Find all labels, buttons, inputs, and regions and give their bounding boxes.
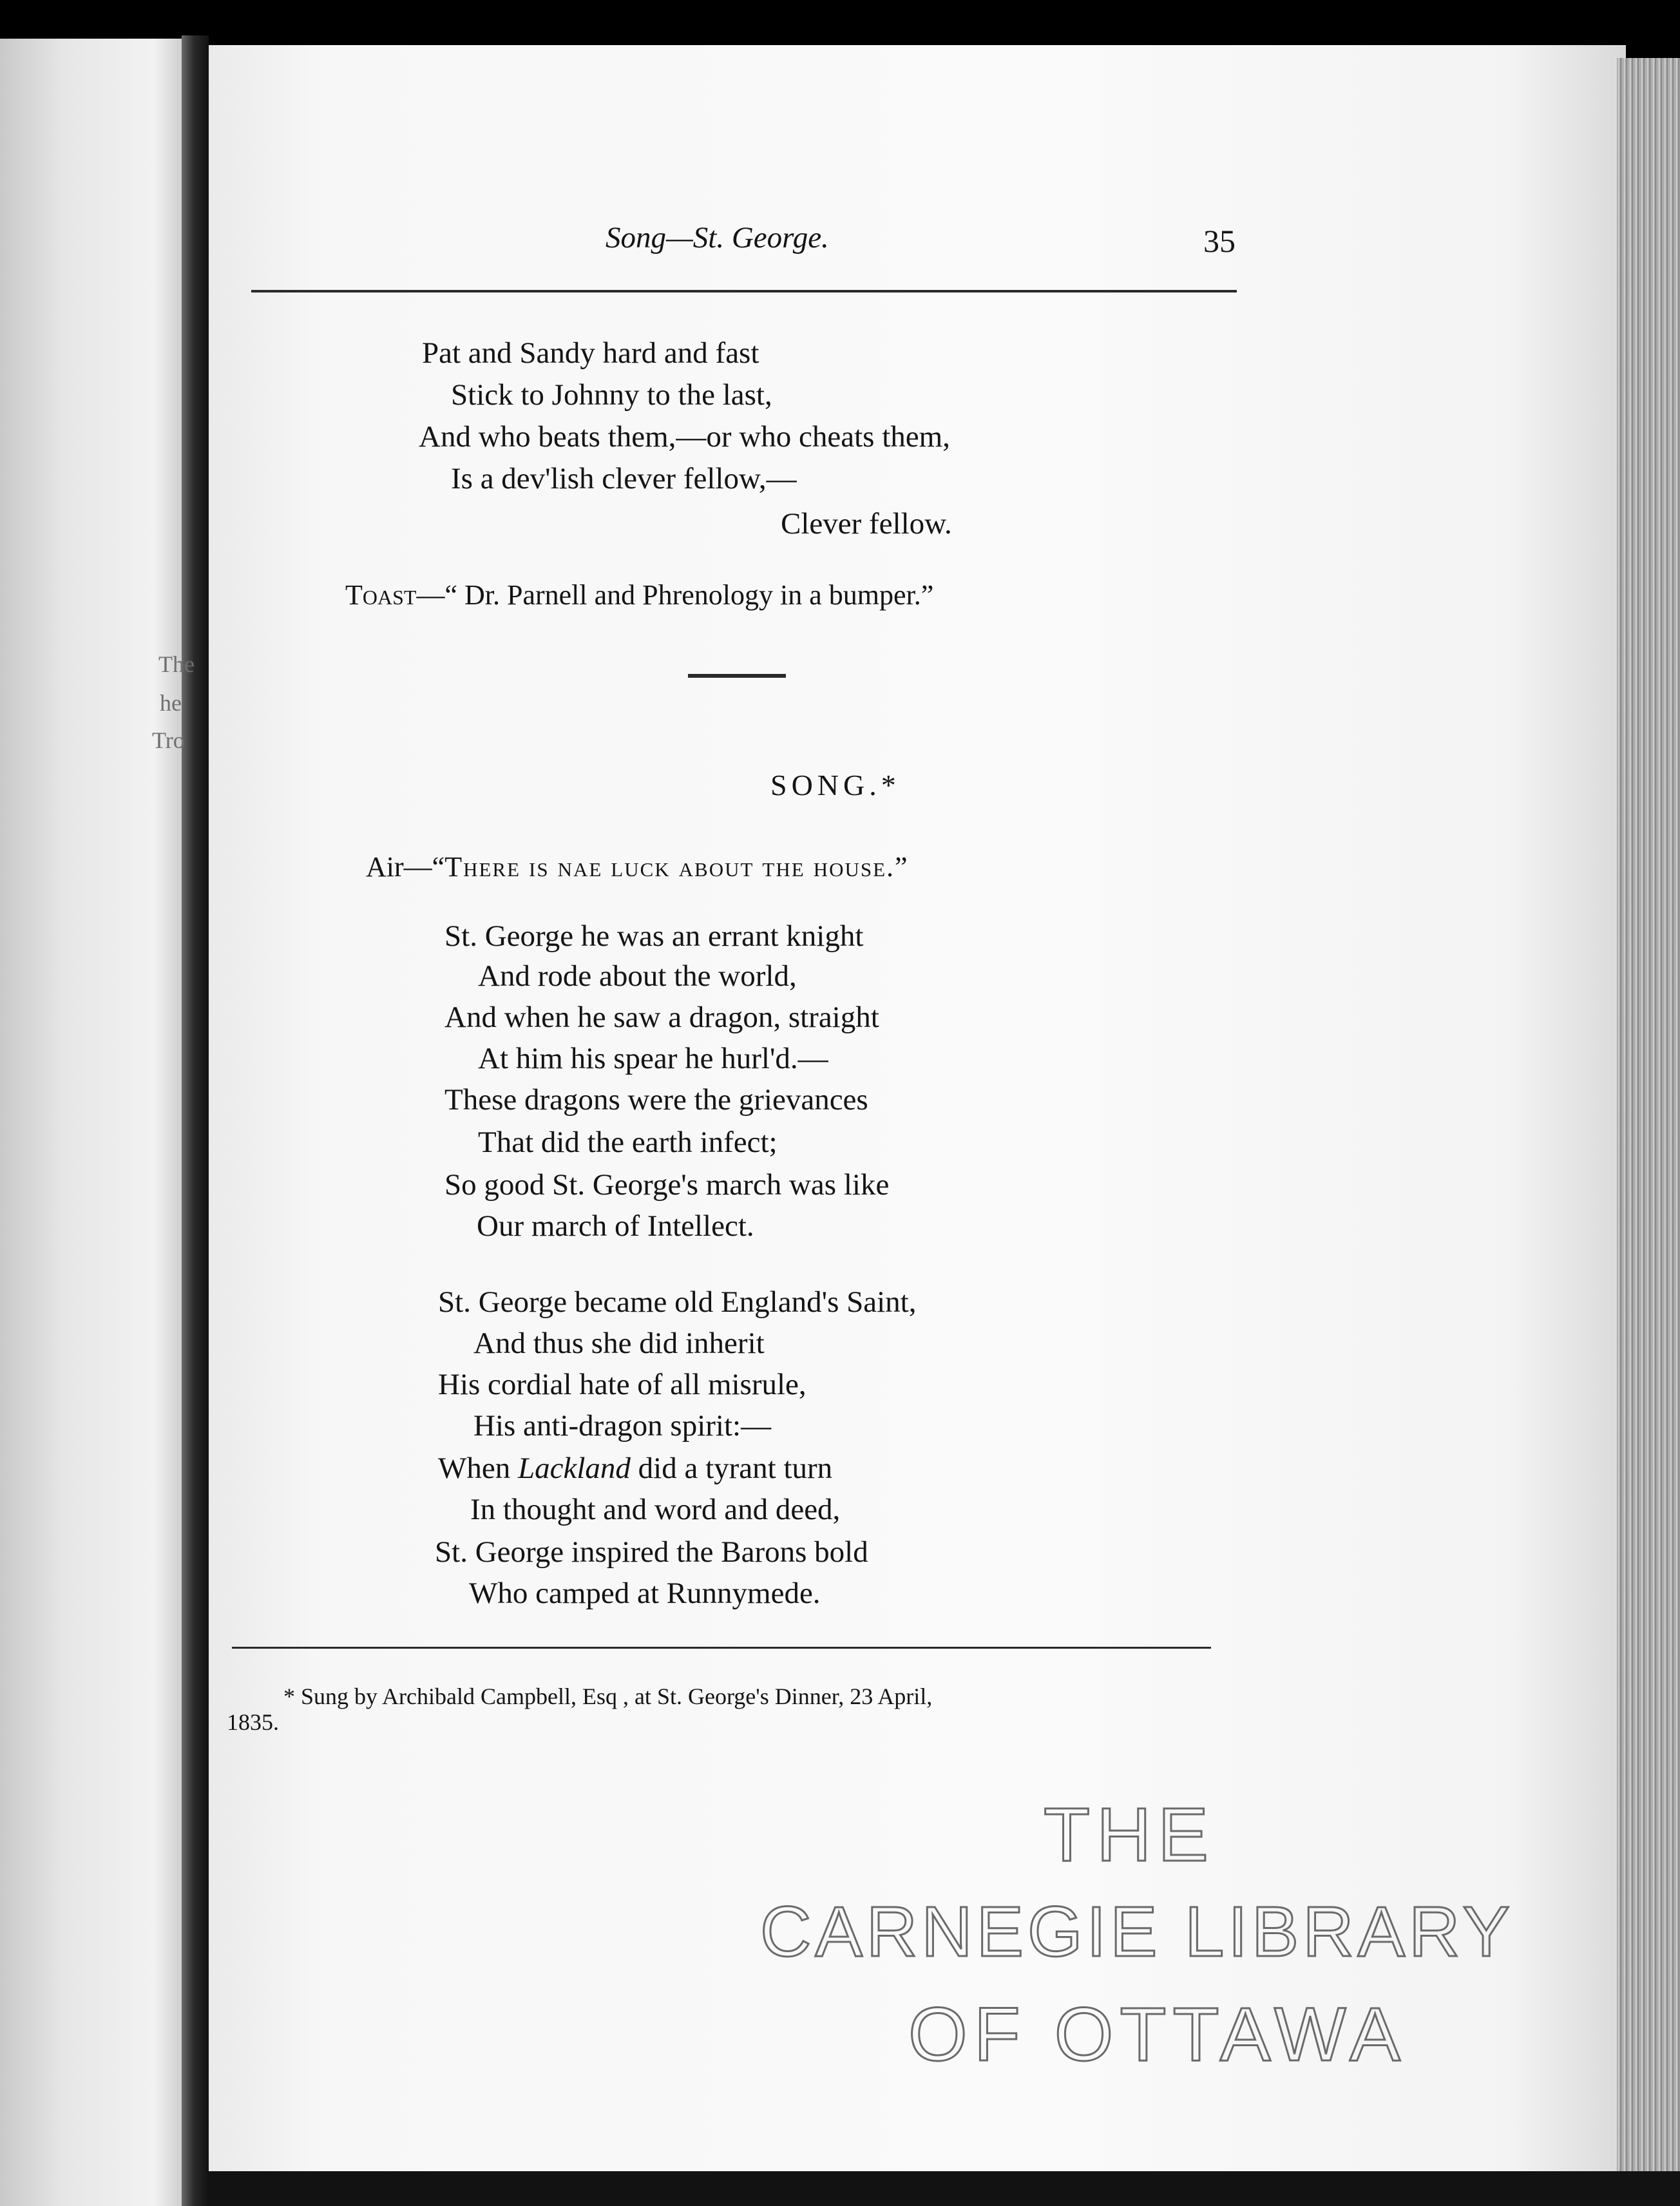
air-line (366, 850, 908, 883)
air-label: Air—“ (366, 851, 445, 883)
stanza-italic-name: Lackland (517, 1452, 631, 1485)
book-spine (182, 35, 209, 2206)
footnote-line: * Sung by Archibald Campbell, Esq , at St. George's Dinner, 23 April, (283, 1683, 933, 1709)
stanza-line: St. George he was an errant knight (444, 919, 864, 953)
stanza-line: His cordial hate of all misrule, (438, 1368, 807, 1401)
library-stamp-line: OF OTTAWA (908, 1992, 1407, 2077)
stanza-text: When (438, 1452, 518, 1485)
verse-line: Pat and Sandy hard and fast (422, 336, 759, 370)
stanza-line: So good St. George's march was like (444, 1168, 890, 1202)
page-number: 35 (1203, 223, 1236, 259)
verse-line: Stick to Johnny to the last, (451, 378, 772, 412)
stanza-line: And thus she did inherit (473, 1327, 765, 1360)
stanza-line: His anti-dragon spirit:— (473, 1409, 772, 1443)
stanza-line: In thought and word and deed, (470, 1493, 841, 1526)
toast-line (345, 581, 933, 609)
verse-line: Clever fellow. (781, 507, 952, 541)
left-page-fragment: The (158, 651, 195, 677)
toast-label-smallcaps: OAST (362, 586, 417, 609)
stanza-line: That did the earth infect; (478, 1126, 778, 1159)
scan-border (209, 2171, 1680, 2206)
footnote-line: 1835. (227, 1709, 279, 1735)
stanza-line (438, 1453, 832, 1484)
stanza-line: And when he saw a dragon, straight (444, 1001, 879, 1034)
section-divider (688, 674, 786, 678)
air-close-quote: ” (895, 851, 908, 883)
right-page (209, 45, 1626, 2171)
left-page-fragment: Tro (152, 727, 185, 753)
stanza-line: At him his spear he hurl'd.— (478, 1042, 828, 1075)
toast-label-initial: T (345, 579, 363, 611)
left-page (0, 39, 182, 2206)
stanza-text: did a tyrant turn (630, 1452, 833, 1485)
library-stamp-line: THE (1044, 1792, 1215, 1877)
verse-line: Is a dev'lish clever fellow,— (451, 462, 797, 495)
toast-text: —“ Dr. Parnell and Phrenology in a bumper.” (416, 579, 934, 611)
running-title: Song—St. George. (606, 221, 829, 254)
verse-line: And who beats them,—or who cheats them, (419, 420, 950, 454)
stanza-line: Who camped at Runnymede. (469, 1577, 821, 1610)
air-title: There is nae luck about the house. (444, 851, 895, 883)
stanza-line: And rode about the world, (478, 959, 797, 993)
stanza-line: Our march of Intellect. (477, 1209, 754, 1243)
library-stamp-line: CARNEGIE LIBRARY (760, 1892, 1514, 1971)
left-page-fragment: he (160, 690, 182, 716)
header-rule (251, 290, 1237, 293)
footnote-rule (232, 1647, 1211, 1649)
stanza-line: St. George inspired the Barons bold (435, 1535, 868, 1569)
stanza-line: St. George became old England's Saint, (438, 1285, 917, 1319)
page-edges (1617, 58, 1680, 2206)
song-heading: SONG.* (770, 769, 901, 801)
stanza-line: These dragons were the grievances (444, 1083, 868, 1117)
